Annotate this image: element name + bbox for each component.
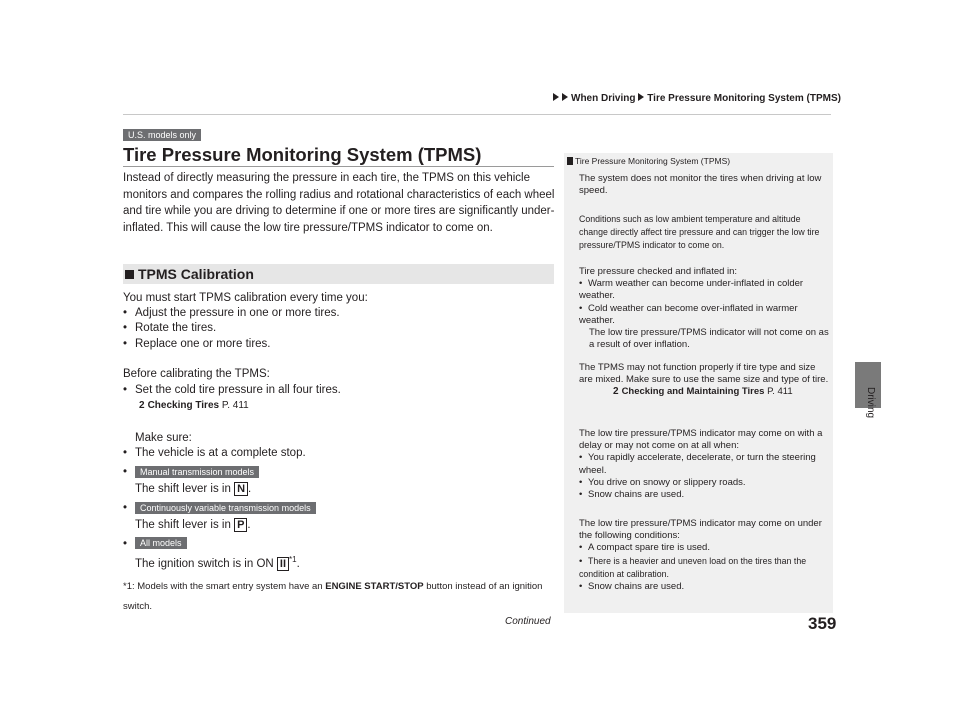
footnote-marker: *1 bbox=[289, 555, 297, 564]
list-item: • bbox=[123, 538, 128, 550]
cvt-tag: Continuously variable transmission models bbox=[135, 502, 316, 514]
shift-lever-p-text: The shift lever is in P . bbox=[135, 519, 251, 531]
list-item: • Replace one or more tires. bbox=[123, 338, 271, 350]
reference-arrow-icon: 2 bbox=[139, 400, 145, 411]
reference-arrow-icon: 2 bbox=[613, 386, 619, 398]
side-note-heading: Tire Pressure Monitoring System (TPMS) bbox=[567, 156, 730, 166]
ignition-text: The ignition switch is in ON II $^{*1}$. bbox=[135, 555, 300, 570]
list-item: • Set the cold tire pressure in all four tires. bbox=[123, 384, 341, 396]
list-item: • Adjust the pressure in one or more tires. bbox=[123, 307, 340, 319]
arrow-right-icon bbox=[638, 93, 644, 101]
list-item: • The vehicle is at a complete stop. bbox=[123, 447, 306, 459]
continued-label: Continued bbox=[505, 616, 551, 627]
list-item: • Rotate the tires. bbox=[123, 322, 217, 334]
all-models-tag: All models bbox=[135, 537, 187, 549]
manual-transmission-tag: Manual transmission models bbox=[135, 466, 259, 478]
must-start-text: You must start TPMS calibration every time you: bbox=[123, 292, 368, 304]
gear-n-symbol: N bbox=[234, 482, 248, 496]
side-note-p6: The low tire pressure/TPMS indicator may come on under the following conditions: • A compact spare tire is used. • There is a heavier and uneven load on the tires than the condition at calibration. • Snow chains are used. bbox=[579, 518, 822, 593]
breadcrumb-item-when-driving[interactable]: When Driving bbox=[571, 93, 636, 104]
side-note-p4: The TPMS may not function properly if tire type and size are mixed. Make sure to use the same size and type of tire. 2 Checking and Maintaining Tires P. 411 bbox=[579, 362, 831, 399]
intro-paragraph: Instead of directly measuring the pressure in each tire, the TPMS on this vehicle monitors and compares the rolling radius and rotational characteristics of each wheel and tire while you are driving to determine if one or more tires are significantly under-inflated. This will cause the low tire pressure/TPMS indicator to come on. bbox=[123, 172, 555, 234]
side-note-p1: The system does not monitor the tires when driving at low speed. bbox=[579, 173, 822, 197]
shift-lever-n-text: The shift lever is in N . bbox=[135, 483, 252, 495]
checking-tires-link[interactable]: 2 Checking Tires P. 411 bbox=[139, 400, 249, 411]
breadcrumb bbox=[553, 93, 841, 104]
arrow-right-icon bbox=[553, 93, 559, 101]
list-item: • bbox=[123, 502, 128, 514]
chapter-label: Driving bbox=[865, 387, 876, 419]
breadcrumb-item-tpms[interactable]: Tire Pressure Monitoring System (TPMS) bbox=[647, 93, 841, 104]
note-marker-icon bbox=[567, 157, 573, 165]
arrow-right-icon bbox=[562, 93, 568, 101]
us-models-tag: U.S. models only bbox=[123, 129, 201, 141]
square-bullet-icon bbox=[125, 270, 134, 279]
page-title: Tire Pressure Monitoring System (TPMS) bbox=[123, 144, 482, 165]
section-title bbox=[125, 265, 254, 283]
side-note-p5: The low tire pressure/TPMS indicator may come on with a delay or may not come on at all when: • You rapidly accelerate, decelerate, or turn the steering wheel. • You drive on snowy or slippery roads. • Snow chains are used. bbox=[579, 428, 823, 501]
ignition-position-symbol: II bbox=[277, 557, 289, 571]
header-divider bbox=[123, 114, 831, 115]
list-item: • bbox=[123, 466, 128, 478]
side-note-p3: Tire pressure checked and inflated in: • Warm weather can become under-inflated in colder weather. • Cold weather can become over-inflated in warmer weather. The low tire pressure/TPMS indicator will not come on as a result of over inflation. bbox=[579, 266, 829, 351]
section-title-text: TPMS Calibration bbox=[138, 266, 254, 282]
gear-p-symbol: P bbox=[234, 518, 247, 532]
side-note-p2: Conditions such as low ambient temperature and altitude change directly affect tire pressure and can trigger the low tire pressure/TPMS indicator to come on. bbox=[579, 214, 820, 251]
make-sure-text: Make sure: bbox=[135, 432, 192, 444]
checking-maintaining-link[interactable]: 2 Checking and Maintaining Tires P. 411 bbox=[613, 386, 793, 398]
title-divider bbox=[123, 166, 554, 167]
before-calibrating-text: Before calibrating the TPMS: bbox=[123, 368, 270, 380]
footnote: *1: Models with the smart entry system have an ENGINE START/STOP button instead of an ignition switch. bbox=[123, 581, 543, 612]
page-number: 359 bbox=[808, 614, 837, 633]
